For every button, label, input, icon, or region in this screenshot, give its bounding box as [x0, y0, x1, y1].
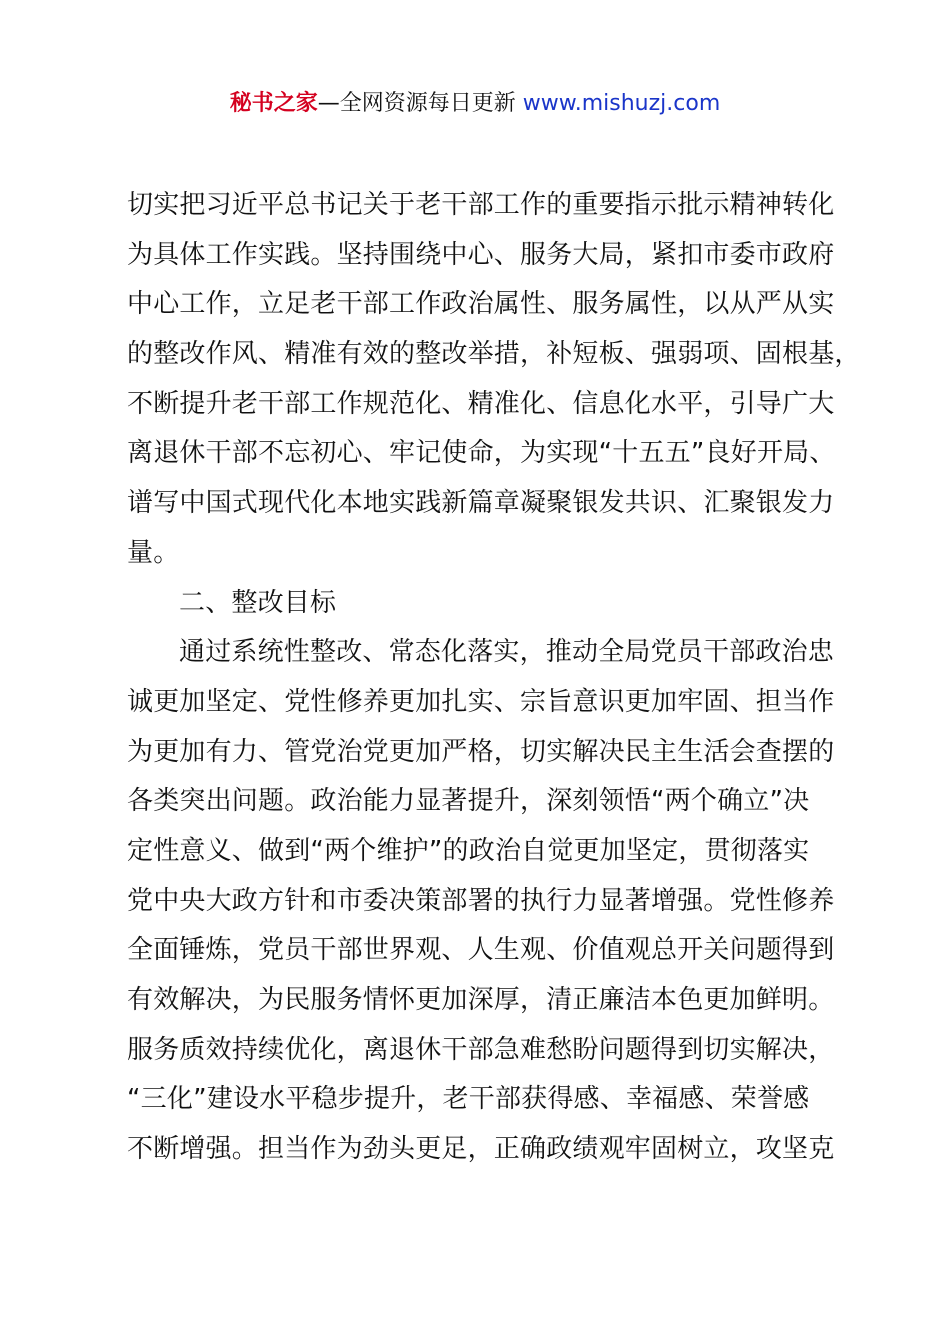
paragraph-line: 不断提升老干部工作规范化、精准化、信息化水平，引导广大: [127, 388, 835, 419]
paragraph-line: “三化”建设水平稳步提升，老干部获得感、幸福感、荣誉感: [127, 1084, 810, 1115]
paragraph-line: 中心工作，立足老干部工作政治属性、服务属性，以从严从实: [127, 289, 835, 320]
paragraph-line: 服务质效持续优化，离退休干部急难愁盼问题得到切实解决，: [127, 1034, 835, 1065]
paragraph-line: 定性意义、做到“两个维护”的政治自觉更加坚定，贯彻落实: [127, 835, 810, 866]
site-url[interactable]: www.mishuzj.com: [522, 91, 721, 116]
brand-name: 秘书之家: [229, 91, 318, 116]
paragraph-line: 通过系统性整改、常态化落实，推动全局党员干部政治忠: [179, 637, 835, 668]
paragraph-line: 诚更加坚定、党性修养更加扎实、宗旨意识更加牢固、担当作: [127, 686, 835, 717]
site-header: [0, 88, 950, 120]
header-tagline: —全网资源每日更新: [317, 91, 523, 116]
paragraph-line: 离退休干部不忘初心、牢记使命，为实现“十五五”良好开局、: [127, 438, 836, 469]
paragraph-line: 量。: [127, 537, 180, 568]
paragraph-line: 的整改作风、精准有效的整改举措，补短板、强弱项、固根基，: [127, 339, 861, 370]
paragraph-line: 不断增强。担当作为劲头更足，正确政绩观牢固树立，攻坚克: [127, 1134, 835, 1165]
paragraph-line: 全面锤炼，党员干部世界观、人生观、价值观总开关问题得到: [127, 935, 835, 966]
section-heading: 二、整改目标: [179, 587, 337, 618]
paragraph-line: 为更加有力、管党治党更加严格，切实解决民主生活会查摆的: [127, 736, 835, 767]
paragraph-line: 切实把习近平总书记关于老干部工作的重要指示批示精神转化: [127, 190, 835, 220]
paragraph-line: 各类突出问题。政治能力显著提升，深刻领悟“两个确立”决: [127, 786, 810, 817]
paragraph-line: 党中央大政方针和市委决策部署的执行力显著增强。党性修养: [127, 885, 835, 916]
document-body: [127, 181, 861, 1175]
paragraph-line: 谱写中国式现代化本地实践新篇章凝聚银发共识、汇聚银发力: [127, 488, 835, 519]
paragraph-line: 为具体工作实践。坚持围绕中心、服务大局，紧扣市委市政府: [127, 239, 835, 270]
paragraph-line: 有效解决，为民服务情怀更加深厚，清正廉洁本色更加鲜明。: [127, 985, 835, 1015]
